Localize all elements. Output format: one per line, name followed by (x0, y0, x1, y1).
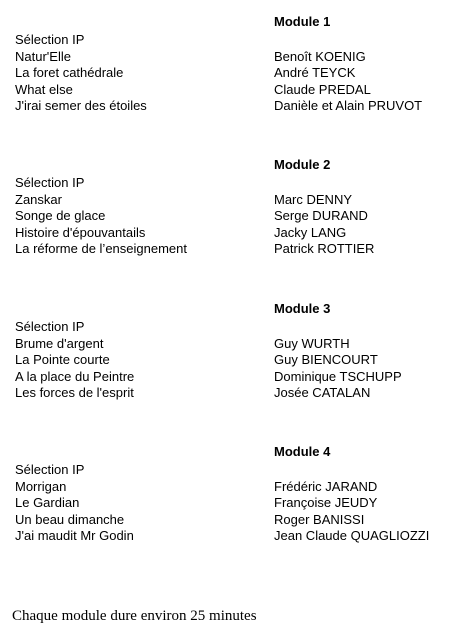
author-column (274, 462, 429, 545)
footer-note: Chaque module dure environ 25 minutes (12, 608, 257, 624)
author-name: Claude PREDAL (274, 81, 371, 97)
selection-label: Sélection IP (15, 319, 85, 334)
author-name: Françoise JEUDY (274, 495, 378, 510)
module-title: Module 2 (274, 157, 331, 172)
film-title: What else (15, 81, 73, 97)
film-column (15, 462, 134, 545)
film-title: Morrigan (15, 478, 67, 494)
module-title: Module 3 (274, 301, 331, 316)
film-title: La réforme de l’enseignement (15, 241, 187, 256)
author-name: Guy BIENCOURT (274, 352, 378, 367)
film-title: Les forces de l'esprit (15, 385, 134, 400)
author-spacer (274, 319, 402, 336)
film-title: Natur'Elle (15, 48, 71, 64)
author-name: Benoît KOENIG (274, 48, 366, 64)
selection-label: Sélection IP (15, 32, 85, 47)
selection-label: Sélection IP (15, 175, 85, 190)
author-spacer (274, 32, 422, 49)
author-spacer (274, 462, 429, 479)
author-name: Dominique TSCHUPP (274, 368, 402, 384)
author-name: Roger BANISSI (274, 511, 365, 527)
film-title: J'ai maudit Mr Godin (15, 528, 134, 543)
film-title: Brume d'argent (15, 335, 104, 351)
author-name: Josée CATALAN (274, 385, 371, 400)
film-column (15, 175, 187, 258)
author-column (274, 32, 422, 115)
module-title: Module 1 (274, 14, 331, 29)
film-title: Songe de glace (15, 208, 106, 223)
author-name: Danièle et Alain PRUVOT (274, 98, 423, 113)
author-name: Marc DENNY (274, 191, 353, 207)
author-name: Guy WURTH (274, 335, 350, 351)
author-name: Patrick ROTTIER (274, 241, 375, 256)
author-name: Jacky LANG (274, 224, 347, 240)
film-column (15, 319, 134, 402)
author-spacer (274, 175, 374, 192)
module-title: Module 4 (274, 444, 331, 459)
film-column (15, 32, 147, 115)
selection-label: Sélection IP (15, 462, 85, 477)
film-title: J'irai semer des étoiles (15, 98, 147, 113)
author-column (274, 175, 374, 258)
film-title: A la place du Peintre (15, 368, 135, 384)
author-column (274, 319, 402, 402)
author-name: Frédéric JARAND (274, 478, 378, 494)
film-title: Un beau dimanche (15, 511, 125, 527)
film-title: Histoire d'épouvantails (15, 224, 146, 240)
author-name: Jean Claude QUAGLIOZZI (274, 528, 430, 543)
film-title: La Pointe courte (15, 352, 110, 367)
film-title: Zanskar (15, 191, 62, 207)
film-title: La foret cathédrale (15, 65, 124, 80)
film-title: Le Gardian (15, 495, 80, 510)
author-name: Serge DURAND (274, 208, 368, 223)
author-name: André TEYCK (274, 65, 356, 80)
